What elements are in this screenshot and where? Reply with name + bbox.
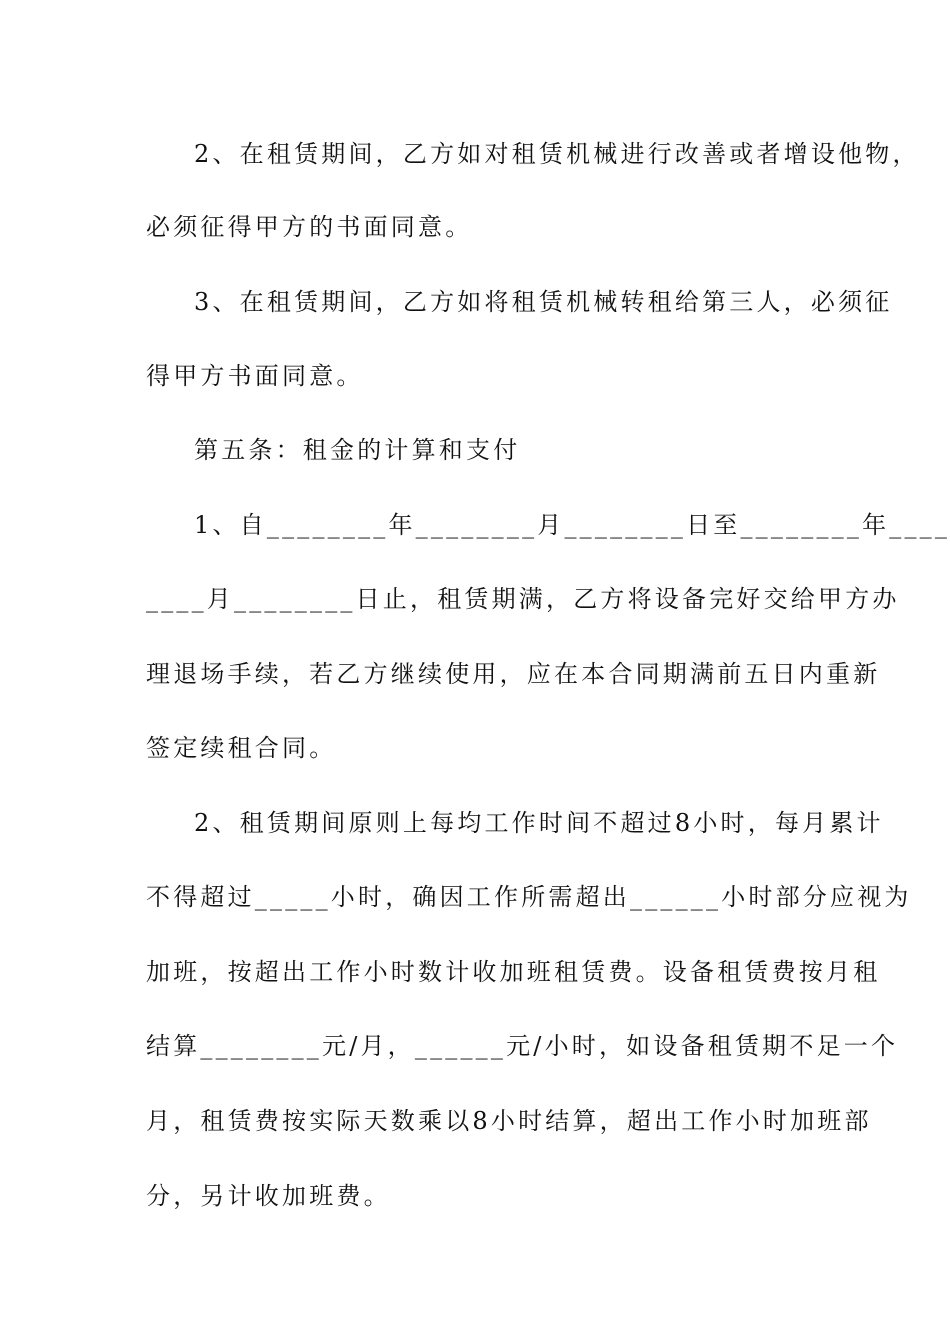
- paragraph-line: ____月________日止，租赁期满，乙方将设备完好交给甲方办: [146, 585, 900, 613]
- paragraph-line: 结算________元/月，______元/小时，如设备租赁期不足一个: [146, 1032, 899, 1060]
- paragraph-line: 月，租赁费按实际天数乘以8小时结算，超出工作小时加班部: [146, 1107, 872, 1135]
- section-heading: 第五条：租金的计算和支付: [194, 436, 521, 464]
- paragraph-line: 不得超过_____小时，确因工作所需超出______小时部分应视为: [146, 883, 912, 911]
- paragraph-line: 3、在租赁期间，乙方如将租赁机械转租给第三人，必须征: [194, 288, 893, 316]
- paragraph-line: 1、自________年________月________日至________年____: [194, 511, 950, 539]
- paragraph-line: 分，另计收加班费。: [146, 1182, 391, 1210]
- paragraph-line: 必须征得甲方的书面同意。: [146, 213, 473, 241]
- paragraph-line: 2、租赁期间原则上每均工作时间不超过8小时，每月累计: [194, 809, 884, 837]
- paragraph-line: 加班，按超出工作小时数计收加班租赁费。设备租赁费按月租: [146, 958, 881, 986]
- paragraph-line: 得甲方书面同意。: [146, 362, 364, 390]
- paragraph-line: 签定续租合同。: [146, 734, 337, 762]
- paragraph-line: 2、在租赁期间，乙方如对租赁机械进行改善或者增设他物，: [194, 140, 920, 168]
- paragraph-line: 理退场手续，若乙方继续使用，应在本合同期满前五日内重新: [146, 660, 881, 688]
